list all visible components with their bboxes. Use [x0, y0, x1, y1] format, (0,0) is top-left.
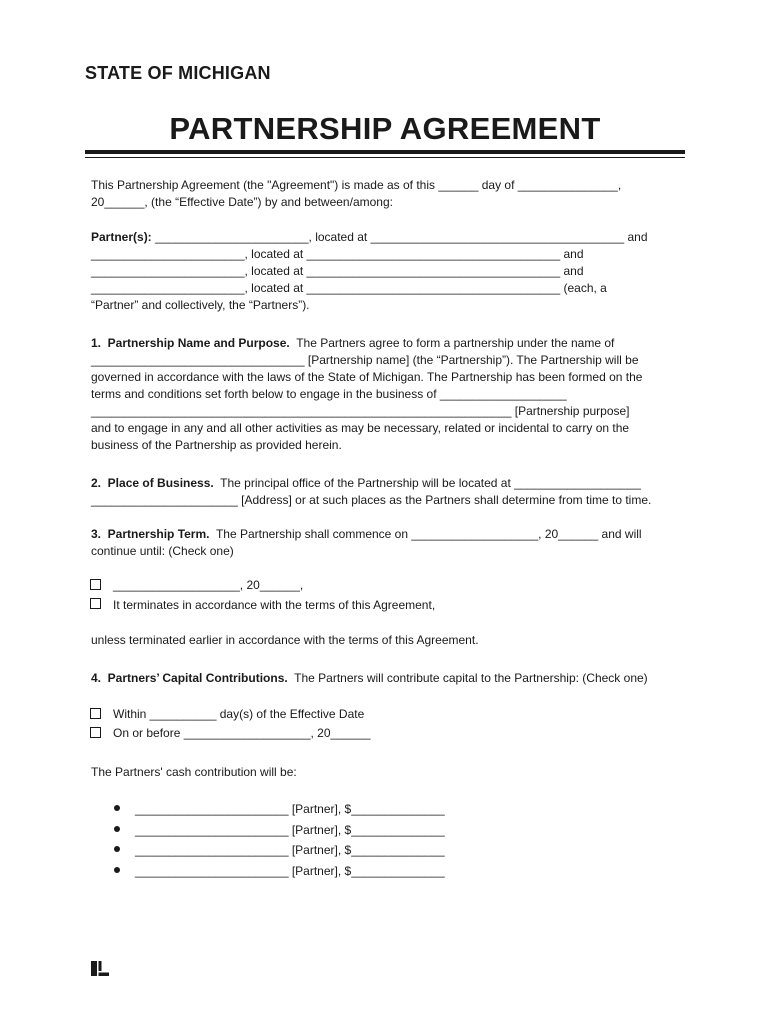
section-3-line-2: continue until: (Check one) [91, 544, 234, 558]
section-1-line-4: terms and conditions set forth below to engage in the business of ___________________ [91, 387, 567, 401]
title-divider [85, 150, 685, 154]
partners-label: Partner(s): [91, 230, 152, 244]
partners-line-1 [91, 230, 648, 244]
section-1-line-2: ________________________________ [Partnership name] (the “Partnership”). The Partnership will be [91, 353, 639, 367]
partners-line-4: _______________________, located at ______________________________________ (each, a [91, 281, 607, 295]
section-1-line-1 [91, 336, 614, 350]
title-divider-thin [85, 157, 685, 158]
bullet-icon [114, 867, 120, 873]
bullet-icon [114, 805, 120, 811]
section-2-line-2: ______________________ [Address] or at such places as the Partners shall determine from time to time. [91, 493, 652, 507]
section-3-heading: 3. Partnership Term. [91, 527, 210, 541]
term-agreement-checkbox[interactable] [90, 598, 101, 609]
section-1-line-1-text: The Partners agree to form a partnership under the name of [296, 336, 615, 350]
section-4-line-1-text: The Partners will contribute capital to the Partnership: (Check one) [294, 671, 648, 685]
section-2-line-1 [91, 476, 641, 490]
section-2-heading: 2. Place of Business. [91, 476, 214, 490]
section-4-heading: 4. Partners’ Capital Contributions. [91, 671, 288, 685]
section-3-line-1 [91, 527, 642, 541]
section-4-line-1 [91, 671, 648, 685]
contribution-item: _______________________ [Partner], $______________ [135, 864, 445, 878]
contribution-within-checkbox[interactable] [90, 708, 101, 719]
document-title: PARTNERSHIP AGREEMENT [169, 111, 601, 146]
section-1-line-6: and to engage in any and all other activities as may be necessary, related or incidental to carry on the [91, 421, 630, 435]
section-1-line-7: business of the Partnership as provided herein. [91, 438, 342, 452]
intro-line-2: 20______, (the “Effective Date”) by and between/among: [91, 195, 393, 209]
section-1-line-5: _______________________________________________________________ [Partnership purpose] [91, 404, 630, 418]
contribution-item: _______________________ [Partner], $______________ [135, 823, 445, 837]
state-heading: STATE OF MICHIGAN [85, 63, 271, 83]
partners-line-3: _______________________, located at ______________________________________ and [91, 264, 584, 278]
document-logo-icon [91, 961, 109, 976]
contribution-item: _______________________ [Partner], $______________ [135, 843, 445, 857]
section-1-heading: 1. Partnership Name and Purpose. [91, 336, 290, 350]
partners-line-2: _______________________, located at ______________________________________ and [91, 247, 584, 261]
bullet-icon [114, 826, 120, 832]
contribution-within-option: Within __________ day(s) of the Effective Date [113, 707, 365, 721]
contribution-before-option: On or before ___________________, 20______ [113, 726, 371, 740]
section-1-line-3: governed in accordance with the laws of the State of Michigan. The Partnership has been formed on the [91, 370, 643, 384]
section-3-unless: unless terminated earlier in accordance with the terms of this Agreement. [91, 633, 479, 647]
partners-line-5: “Partner” and collectively, the “Partners”). [91, 298, 310, 312]
cash-contribution-label: The Partners' cash contribution will be: [91, 765, 297, 779]
contribution-item: _______________________ [Partner], $______________ [135, 802, 445, 816]
term-agreement-option: It terminates in accordance with the terms of this Agreement, [113, 598, 436, 612]
bullet-icon [114, 846, 120, 852]
partners-line-1-text: _______________________, located at ______________________________________ and [155, 230, 648, 244]
contribution-before-checkbox[interactable] [90, 727, 101, 738]
term-date-checkbox[interactable] [90, 579, 101, 590]
intro-line-1: This Partnership Agreement (the "Agreement") is made as of this ______ day of _______________, [91, 178, 622, 192]
section-3-line-1-text: The Partnership shall commence on ___________________, 20______ and will [215, 527, 642, 541]
section-2-line-1-text: The principal office of the Partnership will be located at ___________________ [220, 476, 641, 490]
term-date-option: ___________________, 20______, [113, 578, 304, 592]
